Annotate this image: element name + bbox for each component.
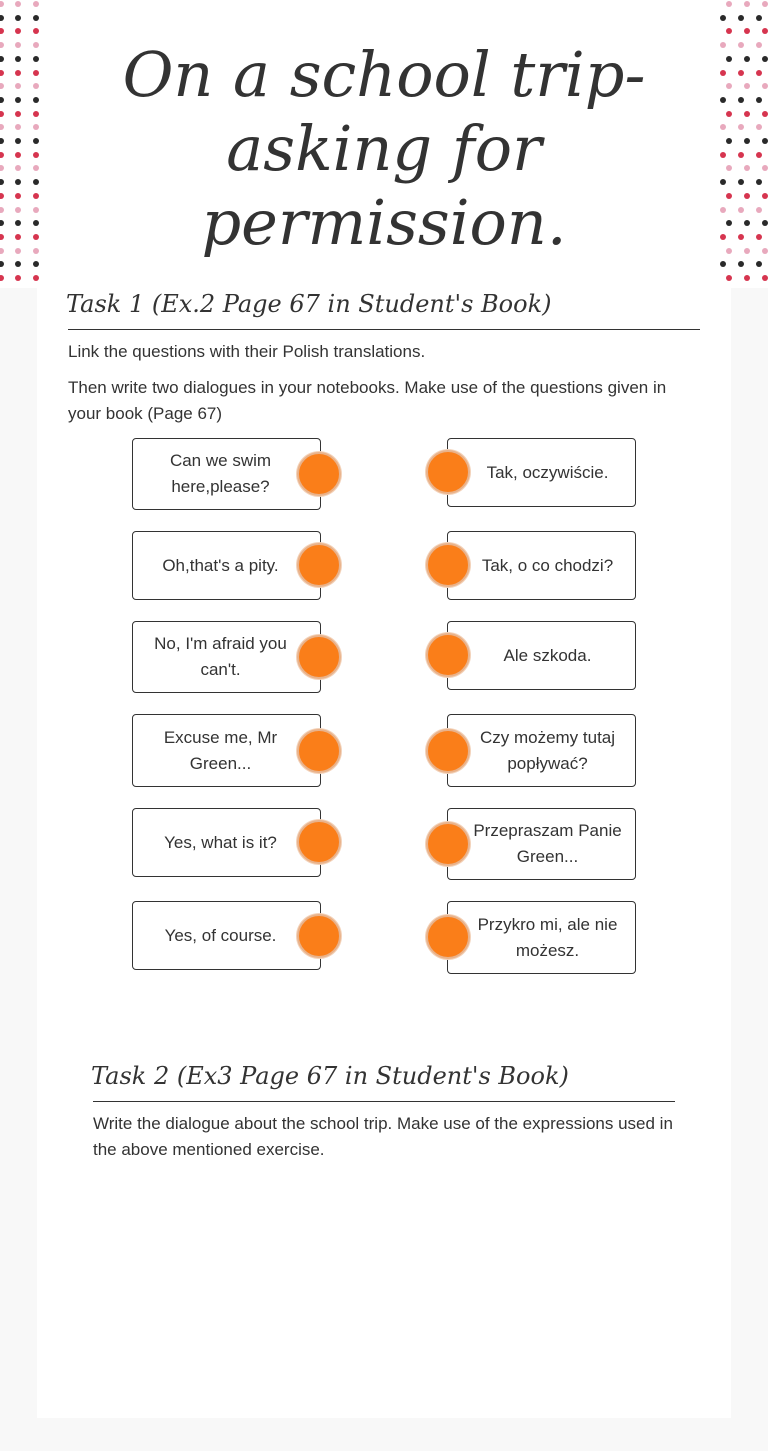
polka-dot: [33, 15, 39, 21]
polka-dot: [756, 207, 762, 213]
task2-heading: Task 2 (Ex3 Page 67 in Student's Book): [91, 1062, 569, 1090]
match-right-label: Przykro mi, ale nie możesz.: [477, 914, 618, 960]
polka-dot: [756, 42, 762, 48]
polka-dot: [738, 179, 744, 185]
polka-dot: [726, 220, 732, 226]
match-left-label: Excuse me, Mr Green...: [163, 727, 278, 773]
polka-dot: [15, 111, 21, 117]
polka-dot: [0, 28, 4, 34]
match-right-item: [447, 531, 636, 600]
polka-dot-decoration-right: [710, 0, 768, 288]
polka-dot: [0, 1, 4, 7]
polka-dot: [15, 275, 21, 281]
polka-dot: [0, 152, 4, 158]
polka-dot: [762, 248, 768, 254]
polka-dot: [33, 124, 39, 130]
polka-dot: [744, 193, 750, 199]
polka-dot: [726, 1, 732, 7]
polka-dot: [756, 97, 762, 103]
polka-dot: [0, 275, 4, 281]
polka-dot: [0, 83, 4, 89]
polka-dot: [15, 248, 21, 254]
polka-dot: [0, 97, 4, 103]
polka-dot: [726, 28, 732, 34]
match-right-item: [447, 621, 636, 690]
match-right-label: Przepraszam Panie Green...: [473, 821, 622, 866]
polka-dot: [33, 234, 39, 240]
polka-dot: [738, 152, 744, 158]
polka-dot: [720, 15, 726, 21]
match-left-item: [132, 438, 321, 510]
match-connector-right[interactable]: [426, 633, 470, 677]
match-right-item: [447, 438, 636, 507]
match-left-item: [132, 531, 321, 600]
polka-dot: [0, 138, 4, 144]
task1-instruction-2: Then write two dialogues in your notebooks. Make use of the questions given in your book (Page 67): [68, 378, 667, 423]
polka-dot: [744, 83, 750, 89]
polka-dot: [726, 193, 732, 199]
match-left-item: [132, 714, 321, 787]
polka-dot: [33, 138, 39, 144]
match-connector-right[interactable]: [426, 915, 470, 959]
polka-dot: [762, 111, 768, 117]
polka-dot: [762, 193, 768, 199]
match-connector-left[interactable]: [297, 729, 341, 773]
task1-heading: Task 1 (Ex.2 Page 67 in Student's Book): [66, 290, 552, 318]
match-connector-left[interactable]: [297, 820, 341, 864]
polka-dot: [726, 111, 732, 117]
polka-dot: [720, 70, 726, 76]
polka-dot: [720, 42, 726, 48]
polka-dot: [0, 179, 4, 185]
polka-dot: [0, 220, 4, 226]
task1-instruction-1: Link the questions with their Polish translations.: [68, 342, 426, 361]
polka-dot: [738, 70, 744, 76]
task2-divider: [93, 1101, 675, 1102]
match-left-label: Yes, what is it?: [164, 832, 277, 852]
polka-dot: [762, 275, 768, 281]
polka-dot: [0, 234, 4, 240]
match-connector-right[interactable]: [426, 450, 470, 494]
polka-dot: [738, 15, 744, 21]
polka-dot: [15, 83, 21, 89]
polka-dot: [15, 207, 21, 213]
polka-dot: [33, 111, 39, 117]
polka-dot: [33, 1, 39, 7]
polka-dot: [15, 165, 21, 171]
match-left-item: [132, 621, 321, 693]
match-right-label: Tak, o co chodzi?: [481, 555, 614, 575]
polka-dot: [33, 42, 39, 48]
polka-dot: [15, 28, 21, 34]
polka-dot: [720, 152, 726, 158]
polka-dot: [720, 261, 726, 267]
polka-dot: [726, 56, 732, 62]
polka-dot: [762, 56, 768, 62]
polka-dot: [738, 261, 744, 267]
polka-dot: [720, 234, 726, 240]
page-title: On a school trip- asking for permission.: [122, 38, 646, 259]
polka-dot: [744, 1, 750, 7]
polka-dot: [762, 165, 768, 171]
polka-dot: [33, 275, 39, 281]
polka-dot: [744, 220, 750, 226]
polka-dot: [0, 248, 4, 254]
match-left-item: [132, 808, 321, 877]
match-right-label: Tak, oczywiście.: [486, 462, 609, 482]
match-left-label: No, I'm afraid you can't.: [154, 634, 287, 679]
match-right-item: [447, 808, 636, 880]
polka-dot-decoration-left: [0, 0, 60, 288]
polka-dot: [744, 248, 750, 254]
polka-dot: [756, 261, 762, 267]
polka-dot: [0, 261, 4, 267]
match-connector-right[interactable]: [426, 543, 470, 587]
polka-dot: [0, 70, 4, 76]
polka-dot: [15, 193, 21, 199]
polka-dot: [744, 138, 750, 144]
match-left-label: Oh,that's a pity.: [162, 555, 279, 575]
polka-dot: [33, 179, 39, 185]
polka-dot: [726, 248, 732, 254]
polka-dot: [756, 234, 762, 240]
polka-dot: [756, 179, 762, 185]
polka-dot: [744, 275, 750, 281]
polka-dot: [33, 70, 39, 76]
polka-dot: [744, 56, 750, 62]
polka-dot: [762, 28, 768, 34]
polka-dot: [33, 220, 39, 226]
polka-dot: [738, 234, 744, 240]
match-right-item: [447, 714, 636, 787]
polka-dot: [15, 124, 21, 130]
polka-dot: [744, 28, 750, 34]
polka-dot: [15, 15, 21, 21]
polka-dot: [33, 152, 39, 158]
polka-dot: [738, 124, 744, 130]
polka-dot: [15, 42, 21, 48]
polka-dot: [15, 234, 21, 240]
match-connector-right[interactable]: [426, 729, 470, 773]
polka-dot: [15, 138, 21, 144]
match-connector-left[interactable]: [297, 543, 341, 587]
polka-dot: [15, 152, 21, 158]
polka-dot: [15, 1, 21, 7]
polka-dot: [33, 248, 39, 254]
polka-dot: [33, 261, 39, 267]
polka-dot: [756, 124, 762, 130]
polka-dot: [0, 193, 4, 199]
polka-dot: [762, 138, 768, 144]
polka-dot: [744, 165, 750, 171]
polka-dot: [726, 83, 732, 89]
polka-dot: [15, 97, 21, 103]
polka-dot: [738, 42, 744, 48]
polka-dot: [15, 261, 21, 267]
polka-dot: [0, 111, 4, 117]
polka-dot: [720, 124, 726, 130]
polka-dot: [762, 220, 768, 226]
polka-dot: [15, 179, 21, 185]
match-left-label: Can we swim here,please?: [169, 451, 272, 496]
polka-dot: [738, 207, 744, 213]
polka-dot: [0, 42, 4, 48]
polka-dot: [762, 83, 768, 89]
polka-dot: [726, 275, 732, 281]
polka-dot: [720, 179, 726, 185]
match-right-label: Ale szkoda.: [503, 645, 592, 665]
polka-dot: [726, 165, 732, 171]
match-right-item: [447, 901, 636, 974]
polka-dot: [756, 70, 762, 76]
polka-dot: [33, 165, 39, 171]
polka-dot: [0, 165, 4, 171]
polka-dot: [744, 111, 750, 117]
polka-dot: [15, 220, 21, 226]
match-connector-right[interactable]: [426, 822, 470, 866]
match-right-label: Czy możemy tutaj popływać?: [479, 727, 616, 773]
header-banner: [0, 0, 768, 288]
polka-dot: [33, 28, 39, 34]
match-left-item: [132, 901, 321, 970]
polka-dot: [0, 56, 4, 62]
polka-dot: [0, 207, 4, 213]
polka-dot: [33, 193, 39, 199]
task2-instruction: Write the dialogue about the school trip. Make use of the expressions used in the above mentioned exercise.: [93, 1114, 673, 1159]
polka-dot: [15, 70, 21, 76]
polka-dot: [33, 56, 39, 62]
match-connector-left[interactable]: [297, 635, 341, 679]
polka-dot: [33, 207, 39, 213]
polka-dot: [33, 83, 39, 89]
polka-dot: [720, 207, 726, 213]
polka-dot: [33, 97, 39, 103]
polka-dot: [756, 152, 762, 158]
polka-dot: [726, 138, 732, 144]
match-connector-left[interactable]: [297, 914, 341, 958]
polka-dot: [0, 124, 4, 130]
polka-dot: [756, 15, 762, 21]
task1-divider: [68, 329, 700, 330]
polka-dot: [738, 97, 744, 103]
polka-dot: [720, 97, 726, 103]
match-connector-left[interactable]: [297, 452, 341, 496]
match-left-label: Yes, of course.: [164, 925, 277, 945]
polka-dot: [0, 15, 4, 21]
polka-dot: [15, 56, 21, 62]
polka-dot: [762, 1, 768, 7]
